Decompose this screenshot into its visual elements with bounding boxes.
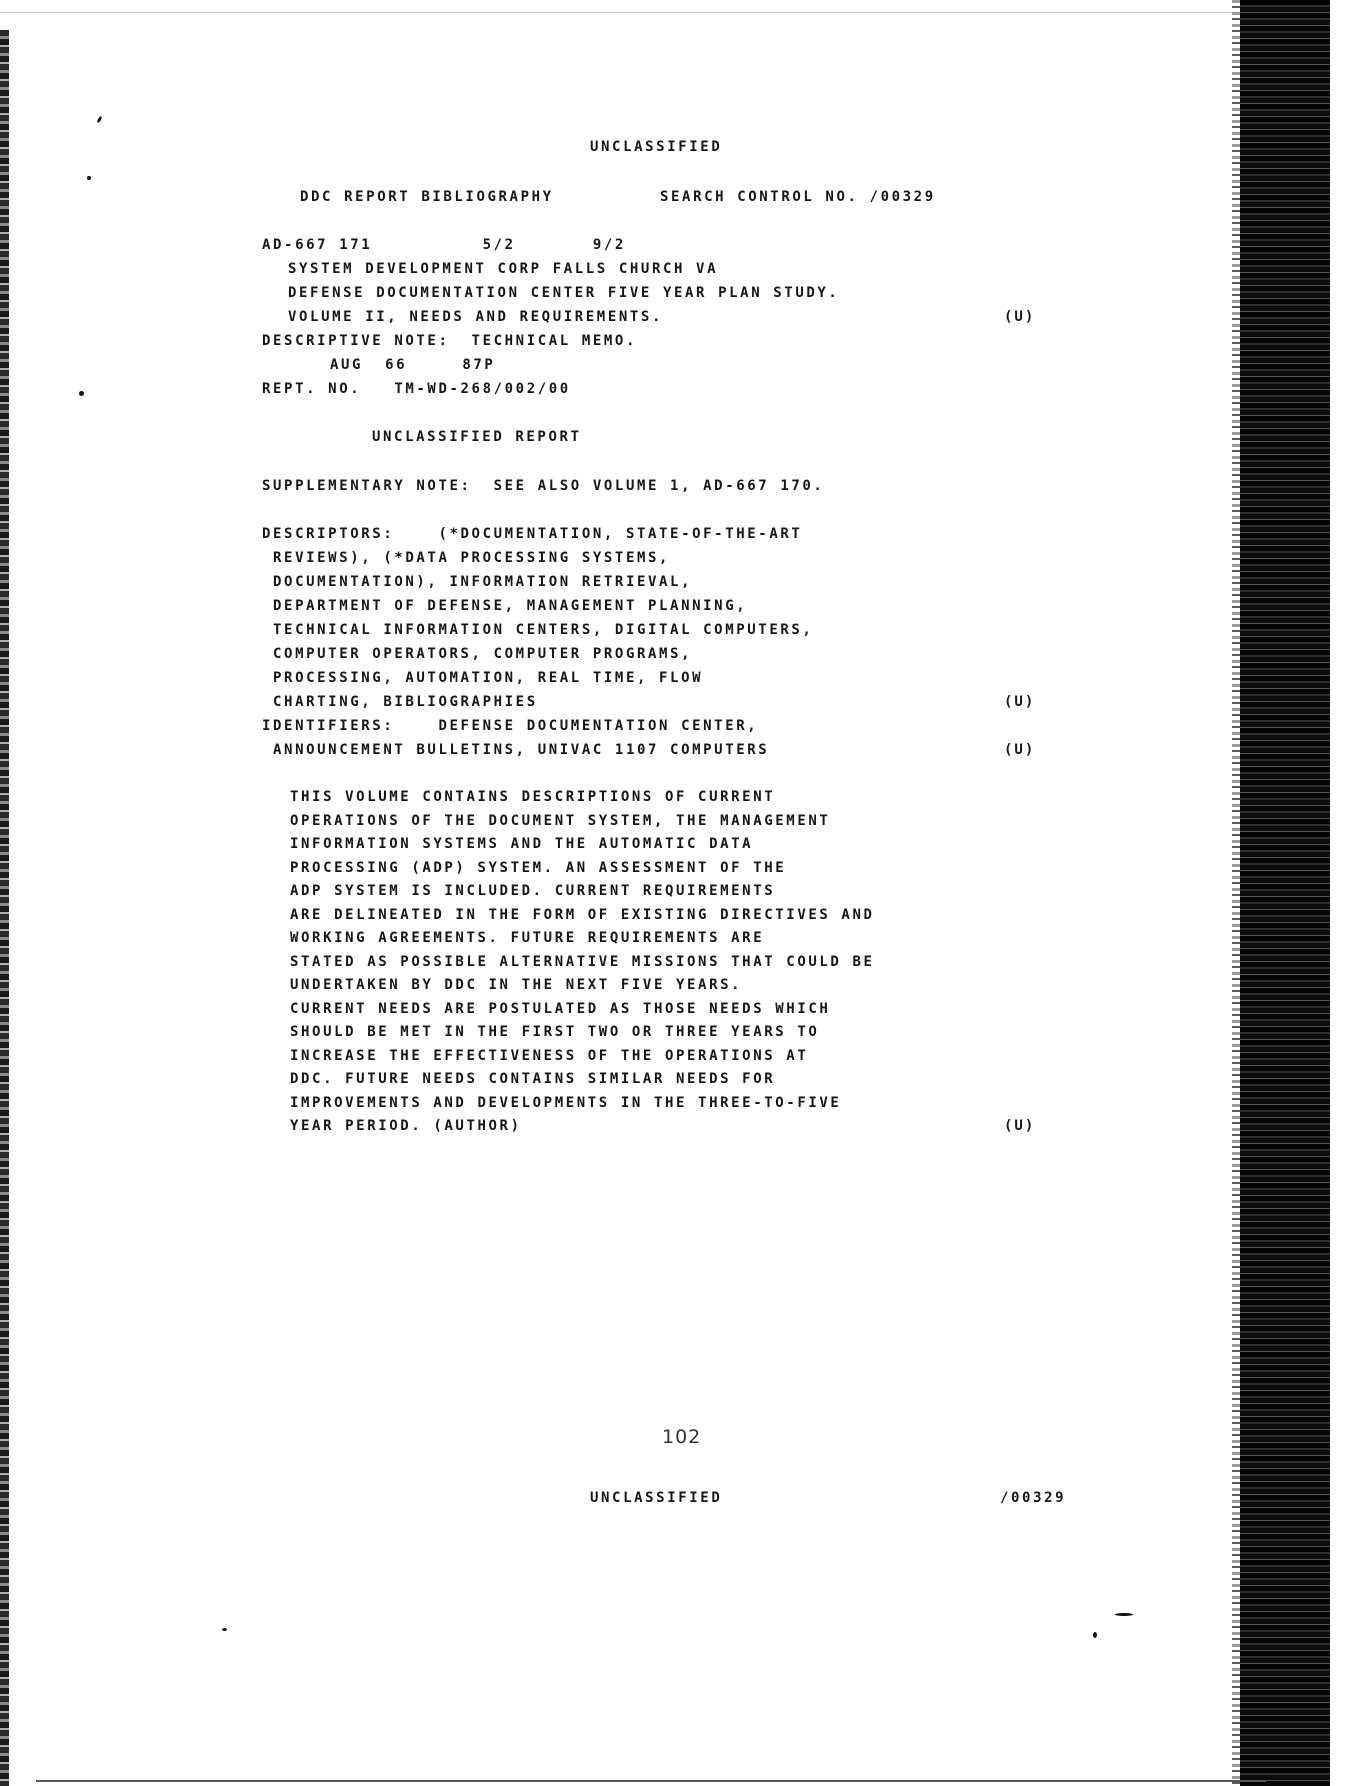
scan-speck (1115, 1613, 1133, 1616)
abstract-line: PROCESSING (ADP) SYSTEM. AN ASSESSMENT OF THE (290, 860, 787, 876)
abstract-line: YEAR PERIOD. (AUTHOR) (290, 1118, 522, 1134)
abstract-line: INCREASE THE EFFECTIVENESS OF THE OPERATIONS AT (290, 1048, 809, 1064)
abstract-line: STATED AS POSSIBLE ALTERNATIVE MISSIONS THAT COULD BE (290, 954, 875, 970)
scan-speck (87, 176, 91, 180)
scan-speck (79, 391, 84, 396)
descriptors-line: DESCRIPTORS: (*DOCUMENTATION, STATE-OF-THE-ART (262, 526, 803, 542)
scan-speck (222, 1628, 227, 1631)
date-and-pages: AUG 66 87P (330, 357, 496, 373)
report-number: REPT. NO. TM-WD-268/002/00 (262, 381, 571, 397)
title-classification-marker: (U) (1004, 309, 1036, 325)
scan-top-edge (0, 12, 1240, 13)
abstract-line: WORKING AGREEMENTS. FUTURE REQUIREMENTS ARE (290, 930, 765, 946)
supplementary-note: SUPPLEMENTARY NOTE: SEE ALSO VOLUME 1, AD-667 170. (262, 478, 825, 494)
descriptors-line: PROCESSING, AUTOMATION, REAL TIME, FLOW (262, 670, 704, 686)
descriptors-line: DEPARTMENT OF DEFENSE, MANAGEMENT PLANNING, (262, 598, 748, 614)
descriptors-line: COMPUTER OPERATORS, COMPUTER PROGRAMS, (262, 646, 693, 662)
abstract-line: SHOULD BE MET IN THE FIRST TWO OR THREE YEARS TO (290, 1024, 820, 1040)
descriptors-line: TECHNICAL INFORMATION CENTERS, DIGITAL COMPUTERS, (262, 622, 814, 638)
footer-control-number: /00329 (1000, 1490, 1067, 1506)
header-classification: UNCLASSIFIED (590, 139, 723, 155)
abstract-line: OPERATIONS OF THE DOCUMENT SYSTEM, THE MANAGEMENT (290, 813, 831, 829)
report-classification: UNCLASSIFIED REPORT (372, 429, 582, 445)
scan-bottom-edge (36, 1780, 1266, 1782)
abstract-line: DDC. FUTURE NEEDS CONTAINS SIMILAR NEEDS FOR (290, 1071, 776, 1087)
scan-speck (1093, 1632, 1097, 1638)
scan-speck (96, 116, 102, 124)
identifiers-line: ANNOUNCEMENT BULLETINS, UNIVAC 1107 COMPUTERS (262, 742, 770, 758)
scan-left-edge (0, 30, 9, 1786)
abstract-line: THIS VOLUME CONTAINS DESCRIPTIONS OF CURRENT (290, 789, 776, 805)
abstract-line: ADP SYSTEM IS INCLUDED. CURRENT REQUIREMENTS (290, 883, 776, 899)
descriptors-classification-marker: (U) (1004, 694, 1036, 710)
abstract-line: UNDERTAKEN BY DDC IN THE NEXT FIVE YEARS. (290, 977, 743, 993)
abstract-line: CURRENT NEEDS ARE POSTULATED AS THOSE NEEDS WHICH (290, 1001, 831, 1017)
abstract-line: IMPROVEMENTS AND DEVELOPMENTS IN THE THREE-TO-FIVE (290, 1095, 842, 1111)
identifiers-line: IDENTIFIERS: DEFENSE DOCUMENTATION CENTER, (262, 718, 759, 734)
descriptors-line: REVIEWS), (*DATA PROCESSING SYSTEMS, (262, 550, 671, 566)
abstract-classification-marker: (U) (1004, 1118, 1036, 1134)
descriptors-line: CHARTING, BIBLIOGRAPHIES (262, 694, 538, 710)
descriptors-line: DOCUMENTATION), INFORMATION RETRIEVAL, (262, 574, 693, 590)
corporate-source: SYSTEM DEVELOPMENT CORP FALLS CHURCH VA (288, 261, 719, 277)
report-title-line-1: DEFENSE DOCUMENTATION CENTER FIVE YEAR PLAN STUDY. (288, 285, 840, 301)
report-title-line-2: VOLUME II, NEEDS AND REQUIREMENTS. (288, 309, 663, 325)
bibliography-title: DDC REPORT BIBLIOGRAPHY (300, 189, 554, 205)
page-number: 102 (662, 1426, 702, 1448)
scan-right-shadow-band (1240, 0, 1330, 1786)
descriptive-note: DESCRIPTIVE NOTE: TECHNICAL MEMO. (262, 333, 637, 349)
search-control-number: SEARCH CONTROL NO. /00329 (660, 189, 936, 205)
footer-classification: UNCLASSIFIED (590, 1490, 723, 1506)
abstract-line: ARE DELINEATED IN THE FORM OF EXISTING DIRECTIVES AND (290, 907, 875, 923)
abstract-line: INFORMATION SYSTEMS AND THE AUTOMATIC DATA (290, 836, 754, 852)
identifiers-classification-marker: (U) (1004, 742, 1036, 758)
ad-number-line: AD-667 171 5/2 9/2 (262, 237, 626, 253)
